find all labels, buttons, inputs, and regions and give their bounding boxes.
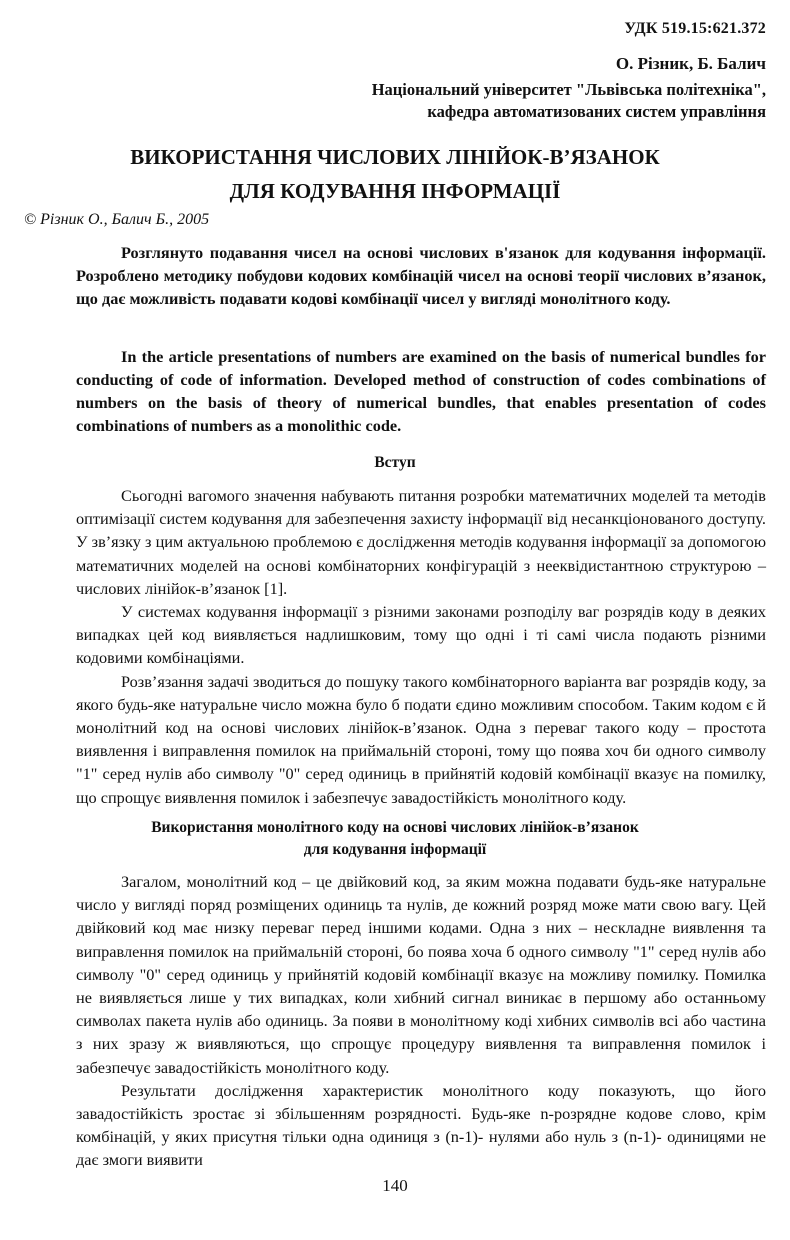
affiliation-line: кафедра автоматизованих систем управління [427,102,766,121]
section-intro-body [76,484,766,809]
paragraph: Сьогодні вагомого значення набувають питання розробки математичних моделей та методів оптимізації систем кодування для забезпечення захисту інформації від несанкціонованого доступу. У зв’язку з цим актуальною проблемою є дослідження методів кодування інформації за допомогою математичних моделей на основі комбінаторних конфігурацій з нееквідистантною структурою – числових лінійок-в’язанок [1]. [76,486,766,598]
section-heading-monolithic [0,817,790,861]
authors: О. Різник, Б. Балич [615,54,766,73]
affiliation-line: Національний університет "Львівська політехніка", [371,80,766,99]
paper-title [40,140,750,208]
page-number: 140 [382,1176,408,1195]
udk-code: УДК 519.15:621.372 [624,20,766,37]
section-heading-intro: Вступ [374,454,416,471]
paragraph: Розв’язання задачі зводиться до пошуку такого комбінаторного варіанта ваг розрядів коду, за якого будь-яке натуральне число можна було б подати єдино можливим способом. Таким кодом є й монолітний код на основі числових лінійок-в’язанок. Одна з переваг такого коду – простота виявлення і виправлення помилок на приймальній стороні, тому що поява хоч би одного символу "1" серед нулів або символу "0" серед одиниць в прийнятій кодовій комбінації вказує на помилку, що спрощує виявлення помилок і забезпечує завадостійкість монолітного коду. [76,671,766,807]
heading-line: Використання монолітного коду на основі числових лінійок-в’язанок [151,819,639,836]
paragraph: Результати дослідження характеристик монолітного коду показують, що його завадостійкість зростає зі збільшенням розрядності. Будь-яке n-розрядне кодове слово, крім комбінацій, у яких присутня тільки одна одиниця з (n-1)- нулями або нуль з (n-1)- одиницями не дає змоги виявити [76,1080,766,1170]
section-monolithic-body [76,870,766,1172]
heading-line: для кодування інформації [303,841,487,858]
affiliation [372,79,766,123]
title-line: ДЛЯ КОДУВАННЯ ІНФОРМАЦІЇ [229,179,561,203]
paragraph: У системах кодування інформації з різними законами розподілу ваг розрядів коду в деяких випадках цей код виявляється надлишковим, тому що одні і ті самі числа подають різними кодовими комбінаціями. [76,602,766,668]
abstract-english: In the article presentations of numbers are examined on the basis of numerical bundles for conducting of code of information. Developed method of construction of codes combinations of numbers on the basis of theory of numerical bundles, that enables presentation of codes combinations of numbers as a monolithic code. [76,347,766,435]
paragraph: Загалом, монолітний код – це двійковий код, за яким можна подавати будь-яке натуральне число у вигляді поряд розміщених одиниць та нулів, де кожний розряд може мати свою вагу. Цей двійковий код має низку переваг перед іншими кодами. Одна з них – нескладне виявлення та виправлення помилок на приймальній стороні, бо поява хоча б одного символу "1" серед нулів або символу "0" серед одиниць у прийнятій кодовій комбінації вказує на можливу помилку. Помилка не виявляється лише у тих випадках, коли хибний сигнал виникає в першому або останньому символах пакета нулів або одиниць. За появи в монолітному коді хибних символів всі або частина з них зразу ж виявляються, що спрощує процедуру виявлення та виправлення помилок і забезпечує завадостійкість монолітного коду. [76,872,766,1077]
abstract-ukrainian: Розглянуто подавання чисел на основі числових в'язанок для кодування інформації. Розроблено методику побудови кодових комбінацій чисел на основі теорії числових в’язанок, що дає можливість подавати кодові комбінації чисел у вигляді монолітного коду. [76,243,766,308]
copyright-notice: © Різник О., Балич Б., 2005 [24,211,210,228]
title-line: ВИКОРИСТАННЯ ЧИСЛОВИХ ЛІНІЙОК-В’ЯЗАНОК [130,145,660,169]
